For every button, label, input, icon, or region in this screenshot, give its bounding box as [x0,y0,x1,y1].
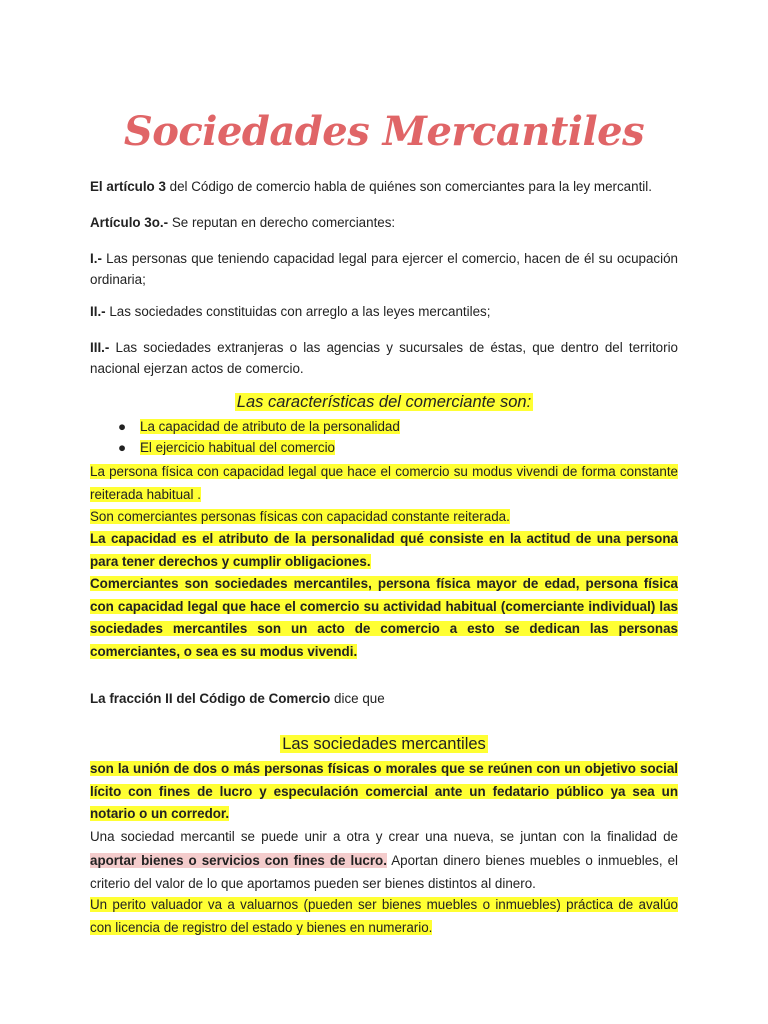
fraccion-i-text: Las personas que teniendo capacidad legal para ejercer el comercio, hacen de él su ocupación ordinaria; [90,251,678,287]
fraccion-i [90,248,678,290]
fraccion-ii-paragraph [90,688,678,709]
section-heading-caracteristicas [0,393,768,412]
bullet-dot-icon: ● [118,419,127,434]
intro-bold: El artículo 3 [90,179,166,194]
bullet-item [118,438,335,458]
fraccion-ii [90,301,678,322]
sociedades-para-1: son la unión de dos o más personas físicas o morales que se reúnen con un objetivo social lícito con fines de lucro y especulación comercial ante un fedatario público ya sea un notario o un corredor. [90,761,678,821]
caracteristicas-para-4: Comerciantes son sociedades mercantiles, persona física mayor de edad, persona física con capacidad legal que hace el comercio su actividad habitual (comerciante individual) las sociedades mercantiles son un acto de comercio a esto se dedican las personas comerciantes, o sea es su modus vivendi. [90,576,678,659]
section-heading-caracteristicas-text: Las características del comerciante son: [236,393,532,411]
bullet-text: El ejercicio habitual del comercio [140,440,336,455]
sociedades-para-2: Una sociedad mercantil se puede unir a otra y crear una nueva, se juntan con la finalidad de aportar bienes o servicios con fines de lucro. Aportan dinero bienes muebles o inmuebles, el criterio del valor de lo que aportamos pueden ser bienes distintos al dinero. [90,829,678,891]
bullet-dot-icon: ● [118,440,127,455]
fraccion-iii-text: Las sociedades extranjeras o las agencias y sucursales de éstas, que dentro del territorio nacional ejerzan actos de comercio. [90,340,678,376]
fraccion-ii-bold: La fracción II del Código de Comercio [90,691,331,706]
fraccion-iii [90,337,678,379]
bullet-item [118,417,400,437]
fraccion-ii-rest: dice que [330,691,385,706]
caracteristicas-para-2: Son comerciantes personas físicas con capacidad constante reiterada. [90,509,510,524]
bullet-text: La capacidad de atributo de la personalidad [140,419,400,434]
section-heading-sociedades [0,735,768,754]
sociedades-para-3: Un perito valuador va a valuarnos (pueden ser bienes muebles o inmuebles) práctica de avalúo con licencia de registro del estado y bienes en numerario. [90,897,678,935]
fraccion-ii-text: Las sociedades constituidas con arreglo a las leyes mercantiles; [105,304,491,319]
articulo-text: Se reputan en derecho comerciantes: [168,215,396,230]
intro-text: del Código de comercio habla de quiénes son comerciantes para la ley mercantil. [165,179,652,194]
fraccion-ii-num: II.- [90,304,106,319]
fraccion-i-num: I.- [90,251,102,266]
articulo-bold: Artículo 3o.- [90,215,169,230]
highlight-aportar: aportar bienes o servicios con fines de lucro. [90,852,387,868]
caracteristicas-para-3: La capacidad es el atributo de la personalidad qué consiste en la actitud de una persona para tener derechos y cumplir obligaciones. [90,531,678,569]
section-heading-sociedades-text: Las sociedades mercantiles [282,735,486,753]
fraccion-iii-num: III.- [90,340,110,355]
intro-paragraph [90,176,678,197]
document-title: Sociedades Mercantiles [123,108,645,155]
articulo-paragraph [90,212,678,233]
caracteristicas-para-1: La persona física con capacidad legal que hace el comercio su modus vivendi de forma constante reiterada habitual . [90,464,678,502]
